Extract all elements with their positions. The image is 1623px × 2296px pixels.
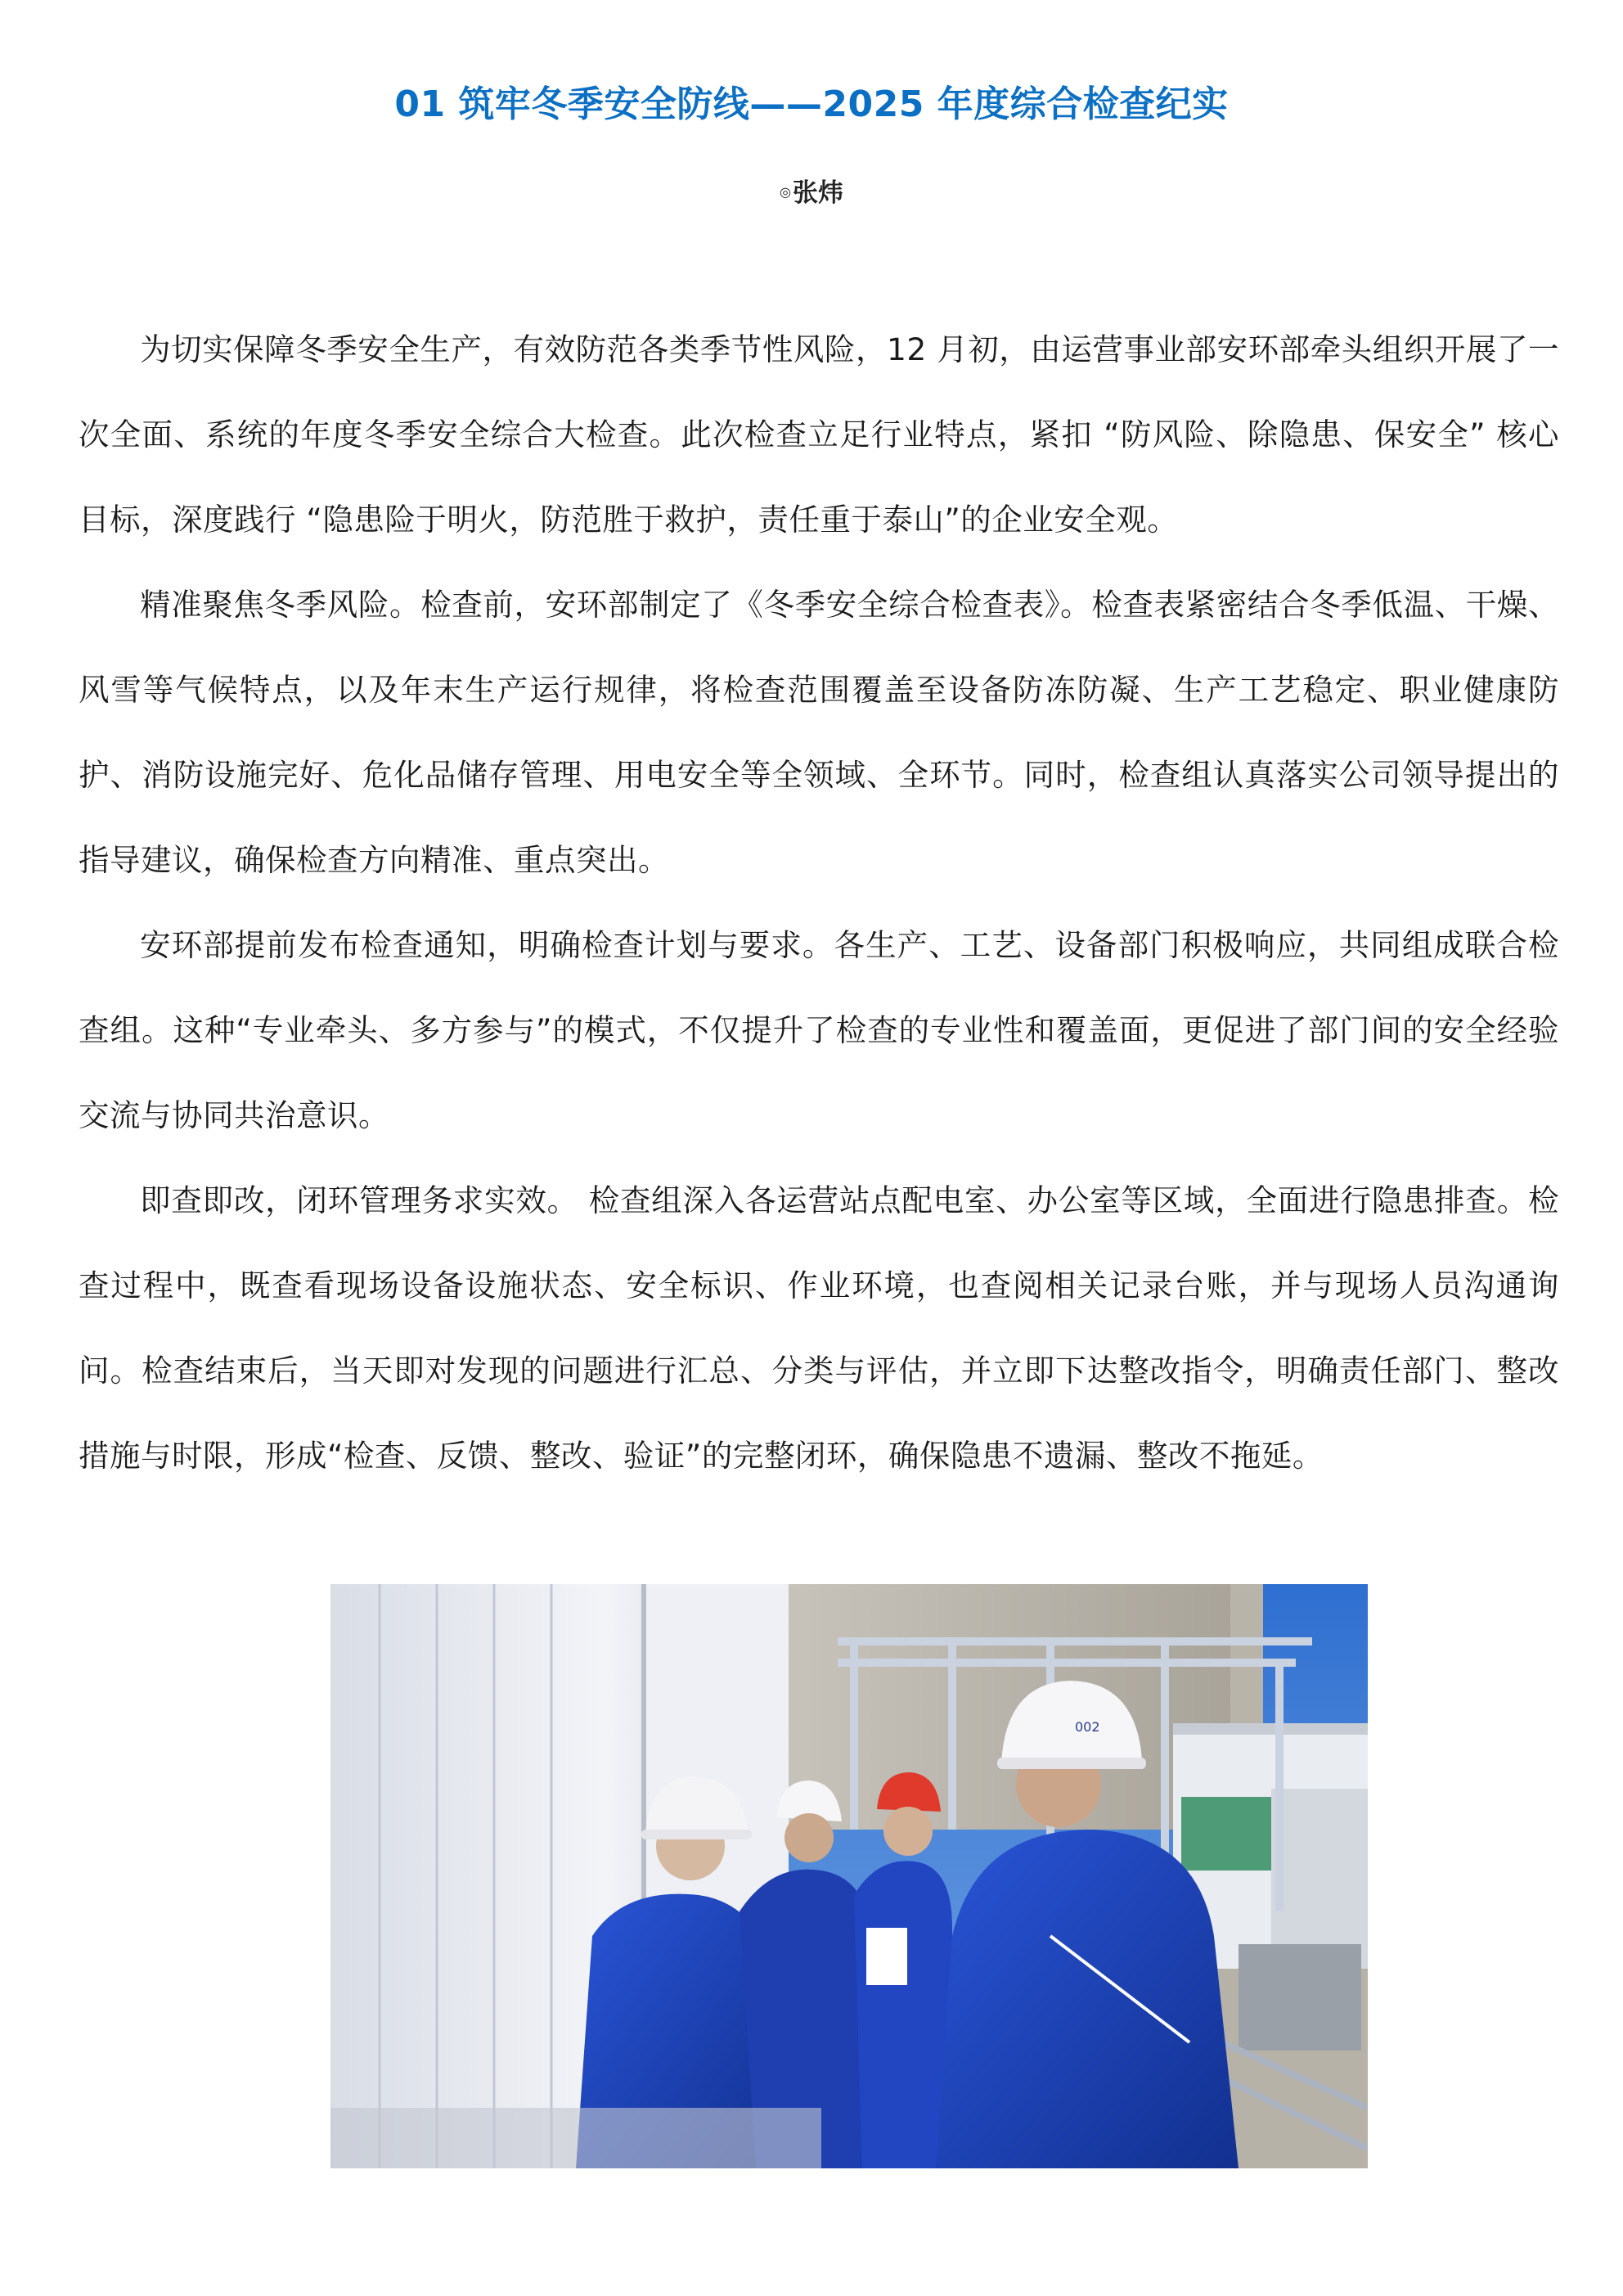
author-mark: ◎: [780, 184, 791, 200]
article-body: [79, 307, 1559, 1498]
inspection-photo: [330, 1584, 1368, 2168]
author-name: 张炜: [792, 178, 843, 208]
paragraph-4: 即查即改，闭环管理务求实效。 检查组深入各运营站点配电室、办公室等区域，全面进行隐患排查。检查过程中，既查看现场设备设施状态、安全标识、作业环境，也查阅相关记录台账，并与现场人员沟通询问。检查结束后，当天即对发现的问题进行汇总、分类与评估，并立即下达整改指令，明确责任部门、整改措施与时限，形成“检查、反馈、整改、验证”的完整闭环，确保隐患不遗漏、整改不拖延。: [79, 1182, 1559, 1474]
paragraph-1: 为切实保障冬季安全生产，有效防范各类季节性风险，12 月初，由运营事业部安环部牵头组织开展了一次全面、系统的年度冬季安全综合大检查。此次检查立足行业特点，紧扣 “防风险、除隐患、保安全” 核心目标，深度践行 “隐患险于明火，防范胜于救护，责任重于泰山”的企业安全观。: [79, 331, 1559, 538]
paragraph-3: 安环部提前发布检查通知，明确检查计划与要求。各生产、工艺、设备部门积极响应，共同组成联合检查组。这种“专业牵头、多方参与”的模式，不仅提升了检查的专业性和覆盖面，更促进了部门间的安全经验交流与协同共治意识。: [79, 927, 1559, 1133]
author-line: [0, 172, 1623, 209]
helmet-label: 002: [1075, 1719, 1100, 1735]
paragraph-2: 精准聚焦冬季风险。检查前，安环部制定了《冬季安全综合检查表》。检查表紧密结合冬季低温、干燥、风雪等气候特点，以及年末生产运行规律，将检查范围覆盖至设备防冻防凝、生产工艺稳定、职业健康防护、消防设施完好、危化品储存管理、用电安全等全领域、全环节。同时，检查组认真落实公司领导提出的指导建议，确保检查方向精准、重点突出。: [79, 587, 1559, 878]
article-title: 01 筑牢冬季安全防线——2025 年度综合检查纪实: [394, 83, 1229, 126]
